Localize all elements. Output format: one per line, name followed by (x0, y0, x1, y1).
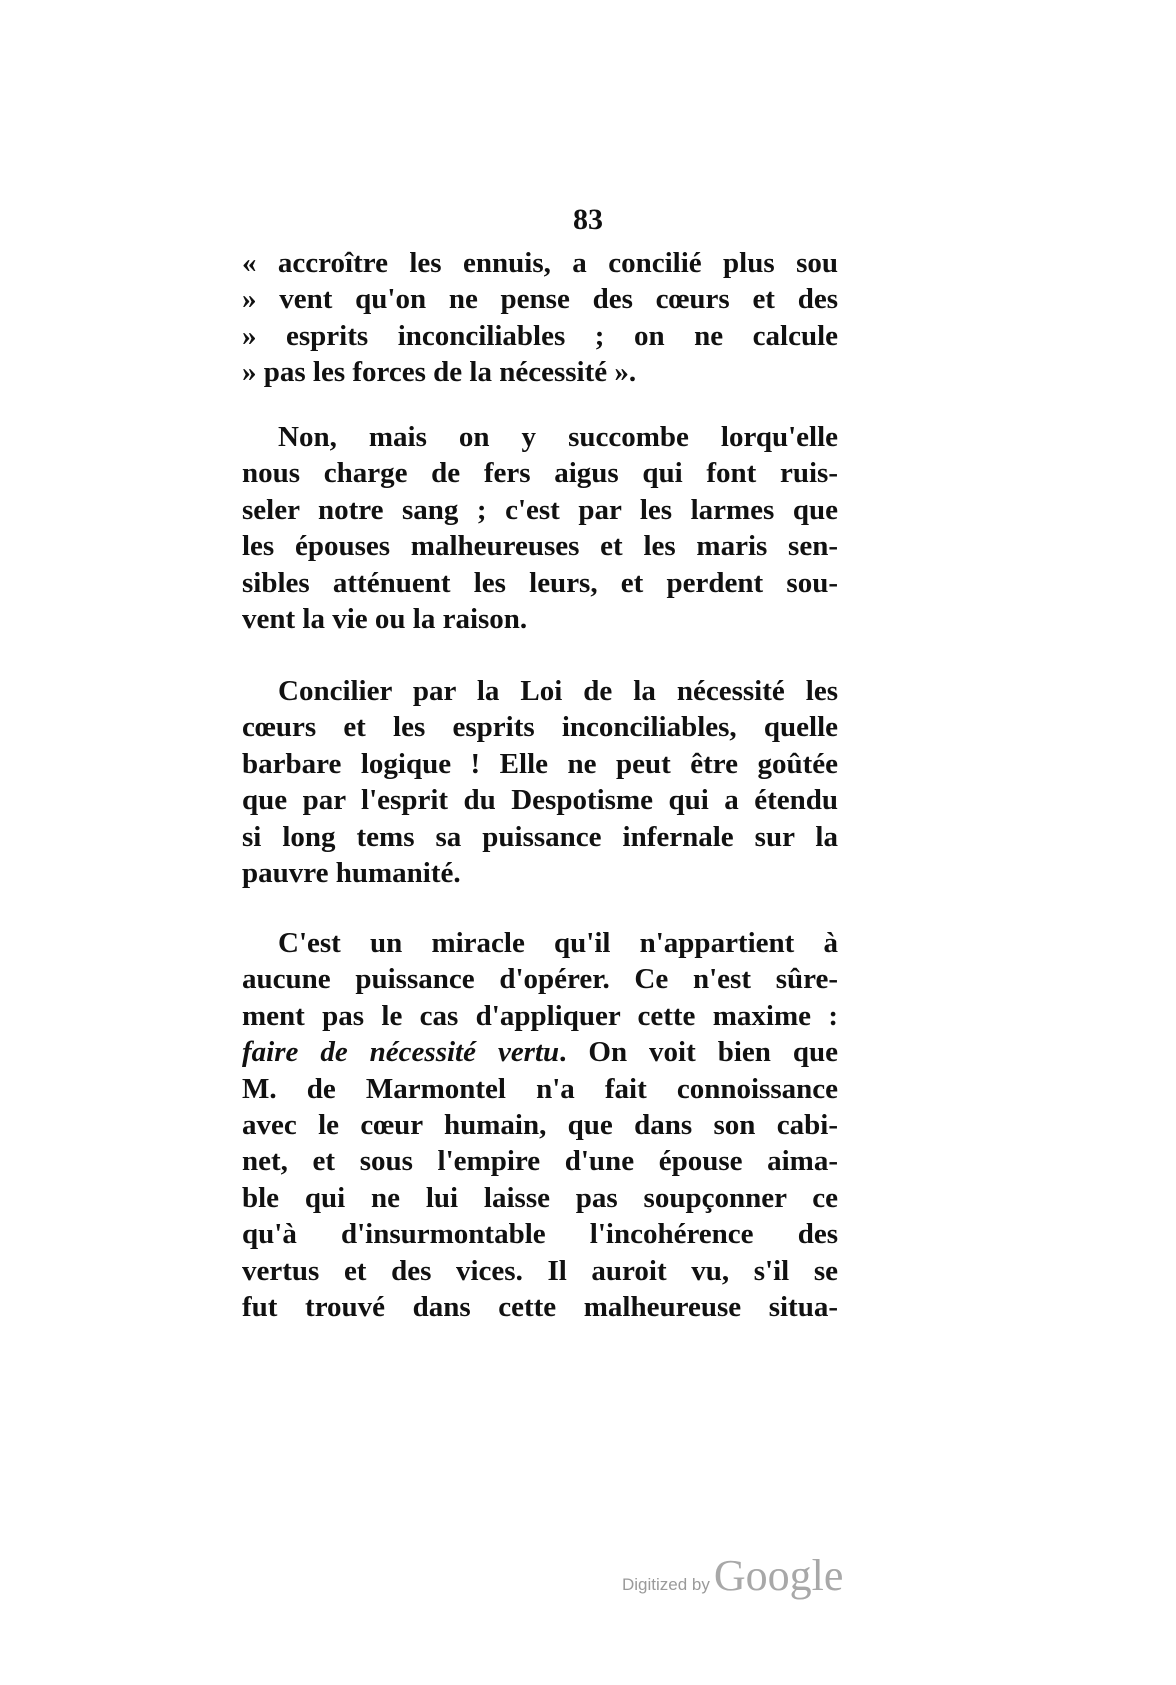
text-line: seler notre sang ; c'est par les larmes que (242, 493, 838, 526)
text-line: les épouses malheureuses et les maris sen- (242, 530, 838, 563)
paragraph-1 (242, 245, 838, 391)
paragraph-2 (242, 419, 838, 637)
text-line: « accroître les ennuis, a concilié plus sou (242, 247, 838, 279)
text-line: fut trouvé dans cette malheureuse situa- (242, 1290, 838, 1323)
google-logo: Google (713, 1551, 844, 1600)
text-line: nous charge de fers aigus qui font ruis- (242, 457, 838, 490)
text-line: C'est un miracle qu'il n'appartient à (278, 927, 838, 959)
digitized-by-label: Digitized by (622, 1575, 710, 1594)
text-line: M. de Marmontel n'a fait connoissance (242, 1072, 838, 1105)
text-line: aucune puissance d'opérer. Ce n'est sûre- (242, 963, 838, 996)
text-line: sibles atténuent les leurs, et perdent sou- (242, 566, 838, 599)
text-line: net, et sous l'empire d'une épouse aima- (242, 1145, 838, 1178)
text-line: si long tems sa puissance infernale sur la (242, 820, 838, 853)
text-line: qu'à d'insurmontable l'incohérence des (242, 1218, 838, 1251)
text-line: » esprits inconciliables ; on ne calcule (242, 319, 838, 352)
text-line-rest: . On voit bien que (559, 1036, 839, 1069)
text-line: » vent qu'on ne pense des cœurs et des (242, 283, 838, 316)
paragraph-3 (242, 673, 838, 891)
text-line: Non, mais on y succombe lorqu'elle (278, 421, 838, 453)
text-line: cœurs et les esprits inconciliables, quelle (242, 711, 838, 744)
text-line: avec le cœur humain, que dans son cabi- (242, 1108, 838, 1141)
page-number: 83 (573, 203, 603, 236)
text-line: pauvre humanité. (242, 856, 461, 889)
text-line: ment pas le cas d'appliquer cette maxime : (242, 999, 838, 1032)
text-line: que par l'esprit du Despotisme qui a étendu (242, 784, 838, 817)
text-line: » pas les forces de la nécessité ». (242, 356, 637, 389)
italic-maxim: faire de nécessité vertu (242, 1036, 560, 1069)
text-line: barbare logique ! Elle ne peut être goûtée (242, 747, 838, 780)
text-line: ble qui ne lui laisse pas soupçonner ce (242, 1181, 838, 1214)
digitized-watermark (622, 1550, 843, 1601)
text-line-with-italic (242, 1034, 838, 1070)
text-line: Concilier par la Loi de la nécessité les (278, 675, 838, 707)
text-line: vent la vie ou la raison. (242, 602, 528, 635)
text-line: vertus et des vices. Il auroit vu, s'il se (242, 1254, 838, 1287)
paragraph-4 (242, 925, 838, 1325)
